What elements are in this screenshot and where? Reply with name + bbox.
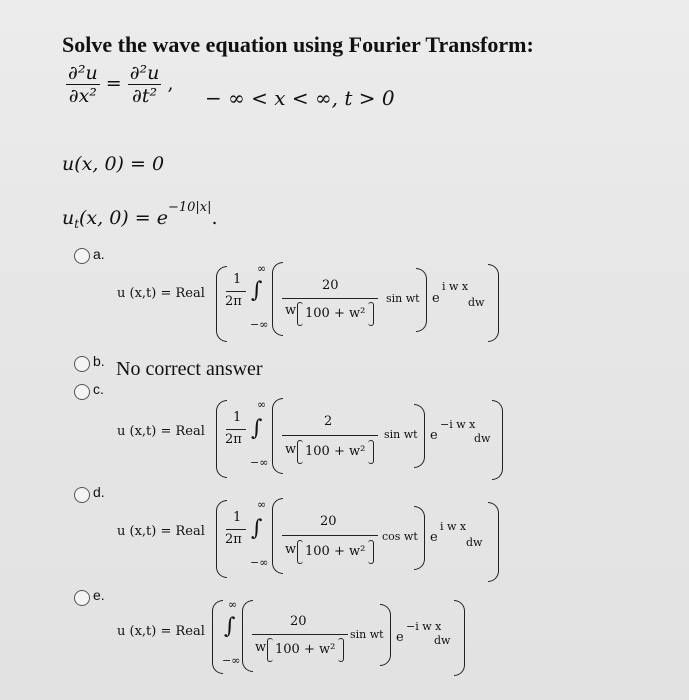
ic2-mid: (x, 0) = e	[78, 207, 168, 229]
option-c-inner-right-paren	[414, 404, 425, 468]
pde-equation: $\frac{\text{∂²u}}{\text{∂x²}}$ = $\frac{\text{∂²u}}{\text{∂t²}}$ ,	[68, 62, 174, 107]
option-e-upper: ∞	[228, 598, 238, 611]
ic2-sub: t	[74, 217, 79, 232]
option-e-lower: −∞	[222, 654, 241, 667]
option-c-frac-bar	[282, 435, 378, 436]
option-c-integral: ∫	[251, 416, 263, 441]
option-c-lhs: u (x,t) = Real	[117, 424, 205, 439]
option-e-frac-num: 20	[290, 614, 307, 629]
option-a-radio[interactable]	[74, 248, 90, 264]
option-a-frac-num: 20	[322, 278, 339, 293]
option-a-exp-power: i w x	[442, 280, 469, 293]
option-c-letter: c.	[93, 381, 104, 397]
option-d-frac-bar	[282, 535, 378, 536]
option-e-den-rparen	[338, 638, 344, 662]
option-e-lhs: u (x,t) = Real	[117, 624, 205, 639]
option-a-letter: a.	[93, 246, 105, 262]
option-a-lower: −∞	[250, 318, 269, 331]
option-a-trig: sin wt	[386, 292, 420, 305]
option-c-lower: −∞	[250, 456, 269, 469]
option-d-den-w: w	[285, 542, 297, 557]
option-b-radio[interactable]	[74, 356, 90, 372]
option-e-exp-base: e	[396, 630, 404, 645]
option-e-frac-bar	[252, 634, 348, 635]
option-d-prefix-den: 2π	[225, 532, 242, 547]
option-a-right-paren	[488, 264, 499, 342]
option-a-inner-right-paren	[416, 268, 427, 332]
question-title: Solve the wave equation using Fourier Transform:	[62, 32, 534, 57]
option-a-den-w: w	[285, 303, 297, 318]
option-c-den-w: w	[285, 442, 297, 457]
option-b-letter: b.	[93, 353, 105, 369]
option-a-prefix-bar	[226, 291, 246, 292]
option-c-upper: ∞	[257, 398, 267, 411]
option-d-trig: cos wt	[382, 530, 418, 543]
option-e-right-paren	[454, 600, 465, 676]
option-e-letter: e.	[93, 587, 105, 603]
pde-lhs-num: ∂²u	[68, 62, 98, 84]
option-d-exp-power: i w x	[440, 520, 467, 533]
option-e-den-paren: 100 + w²	[275, 642, 336, 657]
option-e-trig: sin wt	[350, 628, 384, 641]
option-d-prefix-bar	[226, 529, 246, 530]
pde-rhs-den: ∂t²	[132, 85, 158, 107]
option-a-den-lparen	[297, 302, 303, 326]
option-d-prefix-num: 1	[233, 510, 242, 525]
option-a-lhs: u (x,t) = Real	[117, 286, 205, 301]
option-e-exp-power: −i w x	[406, 620, 442, 633]
option-a-den-paren: 100 + w²	[305, 306, 366, 321]
option-c-exp-base: e	[430, 428, 438, 443]
option-e-inner-left-paren	[242, 600, 253, 672]
option-a-dw: dw	[468, 296, 485, 309]
option-d-inner-right-paren	[414, 506, 425, 570]
option-d-right-paren	[488, 502, 499, 582]
option-d-lower: −∞	[250, 556, 269, 569]
option-d-frac-num: 20	[320, 514, 337, 529]
initial-condition-1: u(x, 0) = 0	[62, 153, 165, 175]
option-e-dw: dw	[434, 634, 451, 647]
option-c-den-lparen	[297, 440, 303, 464]
option-d-den-paren: 100 + w²	[305, 544, 366, 559]
option-c-dw: dw	[474, 432, 491, 445]
option-c-trig: sin wt	[384, 428, 418, 441]
pde-lhs-den: ∂x²	[68, 85, 97, 107]
option-a-prefix-den: 2π	[225, 294, 242, 309]
pde-rhs-num: ∂²u	[129, 62, 160, 84]
option-d-dw: dw	[466, 536, 483, 549]
option-d-lhs: u (x,t) = Real	[117, 524, 205, 539]
ic2-exp: −10|x|	[167, 200, 212, 215]
option-d-upper: ∞	[257, 498, 267, 511]
option-c-den-paren: 100 + w²	[305, 444, 366, 459]
pde-domain: − ∞ < x < ∞, t > 0	[205, 86, 395, 110]
option-d-exp-base: e	[430, 530, 438, 545]
option-e-den-w: w	[255, 640, 267, 655]
initial-condition-2: $u_t(x$, $0) = e^{-10|x|}$.	[62, 200, 218, 232]
option-d-integral: ∫	[251, 516, 263, 541]
option-c-frac-num: 2	[324, 414, 333, 429]
option-a-integral: ∫	[251, 278, 263, 303]
option-a-frac-bar	[282, 298, 378, 299]
option-c-prefix-num: 1	[233, 410, 242, 425]
option-c-prefix-bar	[226, 429, 246, 430]
option-e-integral: ∫	[224, 614, 236, 639]
option-c-prefix-den: 2π	[225, 432, 242, 447]
option-d-den-rparen	[368, 540, 374, 564]
option-c-exp-power: −i w x	[440, 418, 476, 431]
option-e-den-lparen	[267, 638, 273, 662]
option-e-inner-right-paren	[380, 604, 391, 666]
option-d-radio[interactable]	[74, 487, 90, 503]
option-d-letter: d.	[93, 484, 105, 500]
option-a-den-rparen	[368, 302, 374, 326]
option-c-right-paren	[492, 400, 503, 480]
option-c-radio[interactable]	[74, 384, 90, 400]
option-a-exp-base: e	[432, 291, 440, 306]
option-a-prefix-num: 1	[233, 272, 242, 287]
option-d-den-lparen	[297, 540, 303, 564]
option-a-upper: ∞	[257, 262, 267, 275]
option-b-text[interactable]: No correct answer	[116, 358, 263, 380]
option-e-radio[interactable]	[74, 590, 90, 606]
ic2-lhs: u	[62, 207, 75, 229]
option-c-den-rparen	[368, 440, 374, 464]
